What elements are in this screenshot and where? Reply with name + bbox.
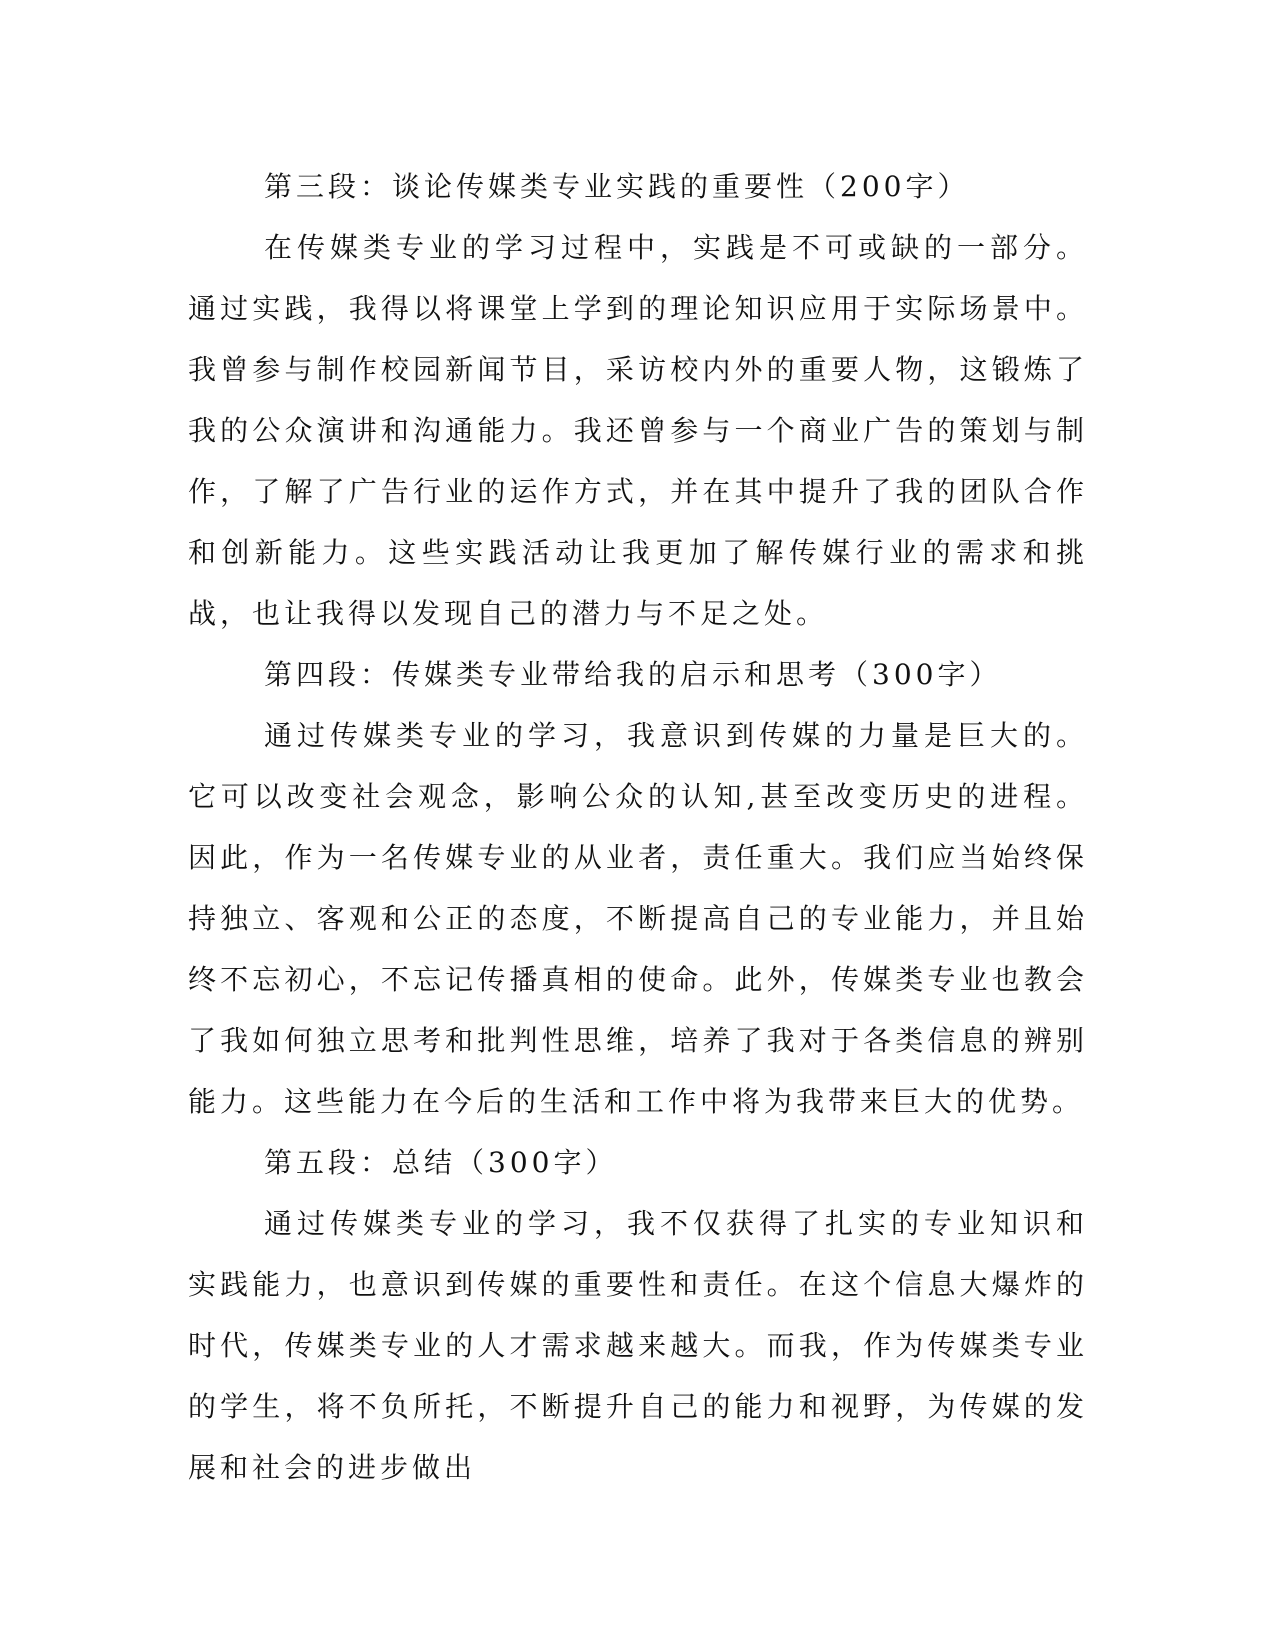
section-heading-5: 第五段：总结（300字） <box>264 1146 618 1179</box>
paragraph-4: 通过传媒类专业的学习，我意识到传媒的力量是巨大的。它可以改变社会观念，影响公众的认知,甚至改变历史的进程。因此，作为一名传媒专业的从业者，责任重大。我们应当始终保持独立、客观和公正的态度，不断提高自己的专业能力，并且始终不忘初心，不忘记传播真相的使命。此外，传媒类专业也教会了我如何独立思考和批判性思维，培养了我对于各类信息的辨别能力。这些能力在今后的生活和工作中将为我带来巨大的优势。 <box>188 719 1088 1118</box>
paragraph-5: 通过传媒类专业的学习，我不仅获得了扎实的专业知识和实践能力，也意识到传媒的重要性和责任。在这个信息大爆炸的时代，传媒类专业的人才需求越来越大。而我，作为传媒类专业的学生，将不负所托，不断提升自己的能力和视野，为传媒的发展和社会的进步做出 <box>188 1207 1088 1484</box>
section-heading-4: 第四段：传媒类专业带给我的启示和思考（300字） <box>264 658 1002 691</box>
document-content <box>188 156 1088 1498</box>
section-heading-3: 第三段：谈论传媒类专业实践的重要性（200字） <box>264 170 970 203</box>
paragraph-3: 在传媒类专业的学习过程中，实践是不可或缺的一部分。通过实践，我得以将课堂上学到的理论知识应用于实际场景中。我曾参与制作校园新闻节目，采访校内外的重要人物，这锻炼了我的公众演讲和沟通能力。我还曾参与一个商业广告的策划与制作，了解了广告行业的运作方式，并在其中提升了我的团队合作和创新能力。这些实践活动让我更加了解传媒行业的需求和挑战，也让我得以发现自己的潜力与不足之处。 <box>188 231 1088 630</box>
